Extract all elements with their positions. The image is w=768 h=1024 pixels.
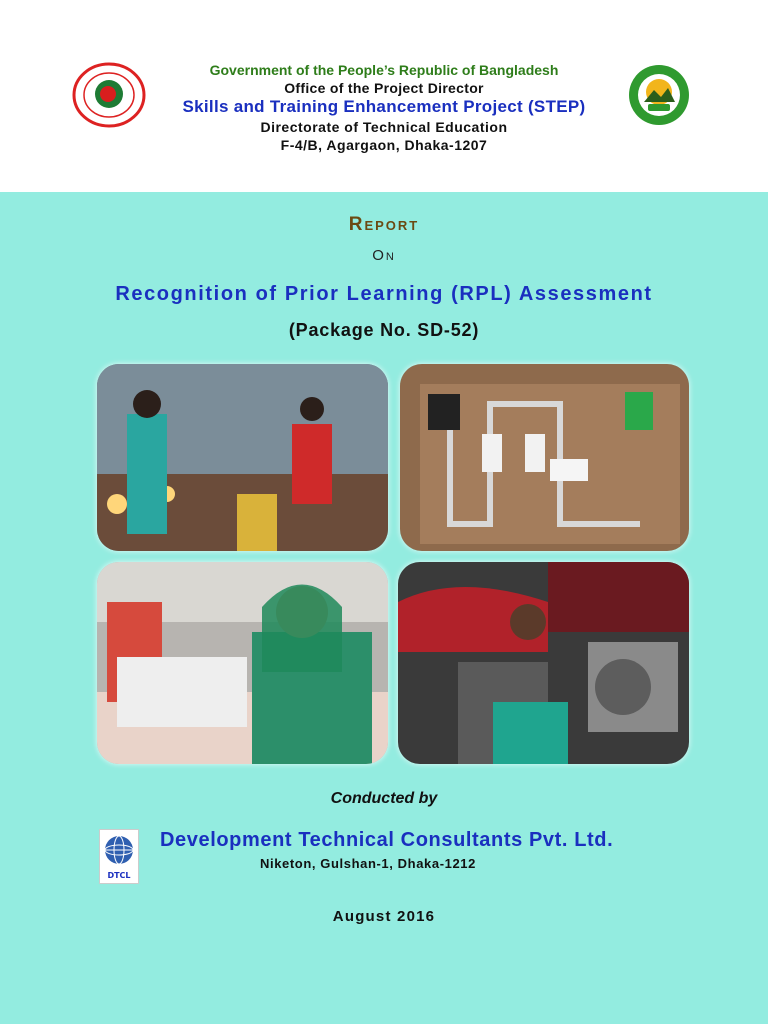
office-address: F-4/B, Agargaon, Dhaka-1207	[280, 137, 488, 153]
directorate-name: Directorate of Technical Education	[260, 119, 508, 135]
project-name: Skills and Training Enhancement Project (STEP)	[182, 97, 586, 116]
report-label: Report	[348, 214, 420, 235]
consultant-address: Niketon, Gulshan-1, Dhaka-1212	[260, 856, 476, 871]
office-name: Office of the Project Director	[284, 80, 484, 96]
electrical-workshop-photo-icon	[97, 364, 388, 551]
dtcl-logo-text: DTCL	[107, 871, 131, 880]
on-label: On	[372, 247, 396, 264]
motorcycle-mechanic-photo-icon	[398, 562, 689, 764]
package-number: (Package No. SD-52)	[288, 320, 480, 340]
electrical-wiring-board-photo-icon	[400, 364, 689, 551]
report-date: August 2016	[332, 908, 436, 925]
government-name: Government of the People’s Republic of Bangladesh	[209, 62, 559, 78]
dtcl-globe-logo-icon	[99, 829, 139, 884]
consultant-name: Development Technical Consultants Pvt. Ltd.	[160, 829, 614, 851]
conducted-by-label: Conducted by	[330, 790, 438, 807]
garment-sewing-photo-icon	[97, 562, 388, 764]
report-title: Recognition of Prior Learning (RPL) Assessment	[115, 283, 653, 305]
